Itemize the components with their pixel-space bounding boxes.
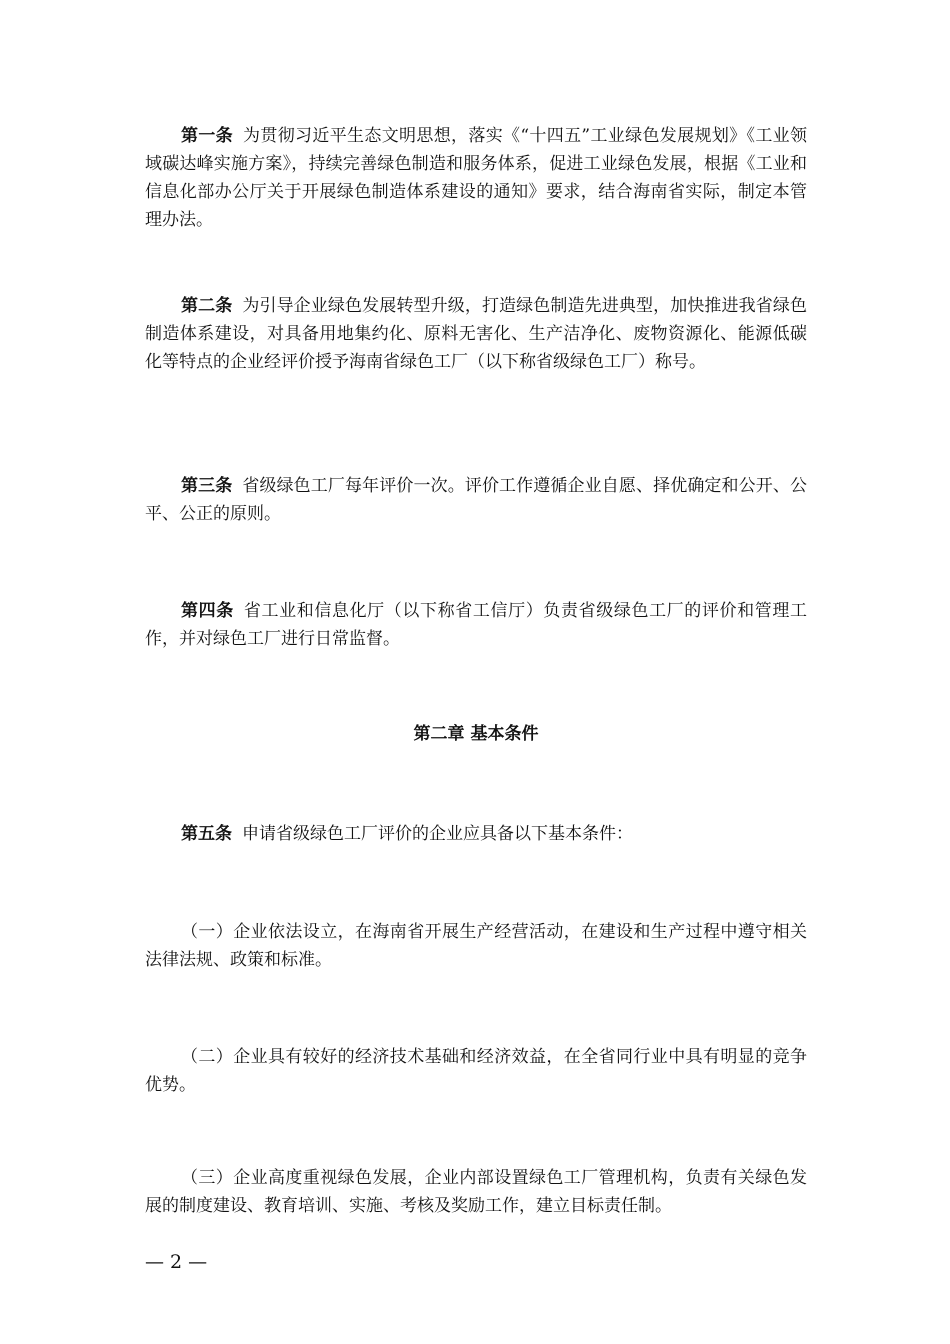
article-lead: 第五条 [181,824,232,844]
article-3 [145,472,807,528]
article-lead: 第四条 [181,601,234,621]
condition-item: （三）企业高度重视绿色发展，企业内部设置绿色工厂管理机构，负责有关绿色发展的制度建设、教育培训、实施、考核及奖励工作，建立目标责任制。 [145,1168,807,1216]
article-2 [145,292,807,376]
article-5 [145,820,807,848]
article-lead: 第三条 [181,476,233,496]
article-4 [145,597,807,653]
page-number: — 2 — [145,1251,208,1273]
article-lead: 第二条 [181,296,233,316]
condition-item: （二）企业具有较好的经济技术基础和经济效益，在全省同行业中具有明显的竞争优势。 [145,1047,807,1095]
condition-item: （一）企业依法设立，在海南省开展生产经营活动，在建设和生产过程中遵守相关法律法规、政策和标准。 [145,922,807,970]
chapter-title: 第二章 基本条件 [413,724,539,744]
article-lead: 第一条 [181,126,234,146]
article-1 [145,122,807,234]
article-text: 省级绿色工厂每年评价一次。评价工作遵循企业自愿、择优确定和公开、公平、公正的原则。 [145,476,807,524]
article-text: 为贯彻习近平生态文明思想，落实《“十四五”工业绿色发展规划》《工业领域碳达峰实施方案》，持续完善绿色制造和服务体系，促进工业绿色发展，根据《工业和信息化部办公厅关于开展绿色制造体系建设的通知》要求，结合海南省实际，制定本管理办法。 [145,126,807,230]
article-text: 为引导企业绿色发展转型升级，打造绿色制造先进典型，加快推进我省绿色制造体系建设，对具备用地集约化、原料无害化、生产洁净化、废物资源化、能源低碳化等特点的企业经评价授予海南省绿色工厂（以下称省级绿色工厂）称号。 [145,296,807,372]
article-text: 省工业和信息化厅（以下称省工信厅）负责省级绿色工厂的评价和管理工作，并对绿色工厂进行日常监督。 [145,601,808,649]
article-text: 申请省级绿色工厂评价的企业应具备以下基本条件： [242,824,633,844]
